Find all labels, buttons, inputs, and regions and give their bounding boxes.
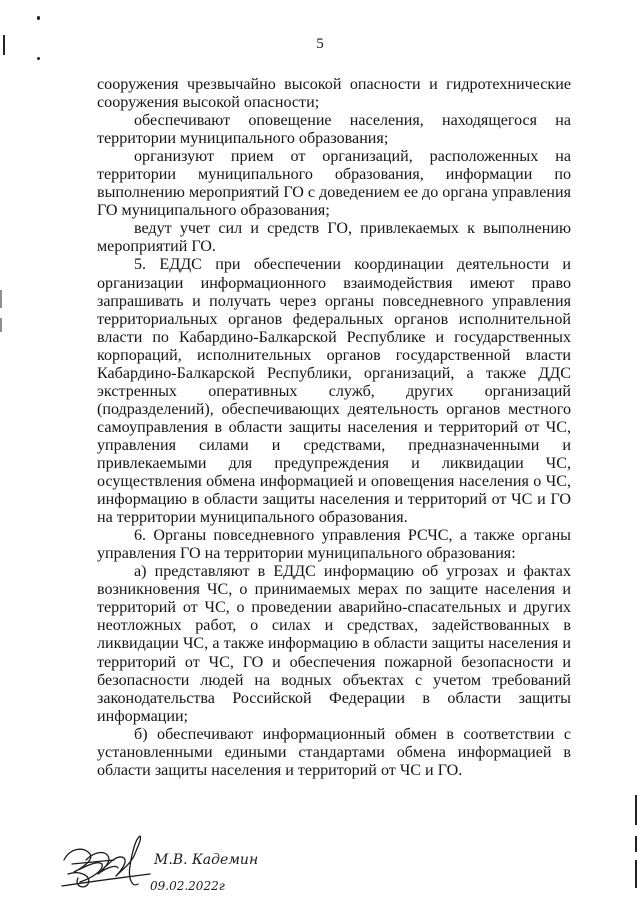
scan-artifact [37,16,40,20]
scan-artifact [0,290,2,308]
scan-artifact [3,35,5,55]
signature-date: 09.02.2022г [150,879,225,893]
paragraph: 6. Органы повседневного управления РСЧС, а также органы управления ГО на территории муниципального образования: [97,527,571,563]
scan-artifact [0,318,2,332]
scan-artifact [635,860,637,888]
scan-artifact [635,795,637,825]
handwritten-signature [58,830,258,898]
page-number: 5 [316,36,324,52]
scan-artifact [37,57,40,60]
paragraph: б) обеспечивают информационный обмен в соответствии с установленными едиными стандартами обмена информацией в области защиты населения и территорий от ЧС и ГО. [97,725,571,779]
document-body [97,76,571,780]
scan-artifact [635,836,637,852]
paragraph: ведут учет сил и средств ГО, привлекаемых к выполнению мероприятий ГО. [97,220,571,256]
paragraph: обеспечивают оповещение населения, находящегося на территории муниципального образования; [97,112,571,148]
signature-name: М.В. Кадемин [154,852,258,868]
paragraph: а) представляют в ЕДДС информацию об угрозах и фактах возникновения ЧС, о принимаемых мерах по защите населения и территорий от ЧС, о проведении аварийно-спасательных и других неотложных работ, о силах и средствах, задействованных в ликвидации ЧС, а также информацию в области защиты населения и территорий от ЧС, ГО и обеспечения пожарной безопасности и безопасности людей на водных объектах с учетом требований законодательства Российской Федерации в области защиты информации; [97,563,571,725]
signature-drawing [58,830,258,898]
paragraph: 5. ЕДДС при обеспечении координации деятельности и организации информационного взаимодействия имеют право запрашивать и получать через органы повседневного управления территориальных органов федеральных органов исполнительной власти по Кабардино-Балкарской Республике и государственных корпораций, исполнительных органов государственной власти Кабардино-Балкарской Республики, организаций, а также ДДС экстренных оперативных служб, других организаций (подразделений), обеспечивающих деятельность органов местного самоуправления в области защиты населения и территорий от ЧС, управления силами и средствами, предназначенными и привлекаемыми для предупреждения и ликвидации ЧС, осуществления обмена информацией и оповещения населения о ЧС, информацию в области защиты населения и территорий от ЧС и ГО на территории муниципального образования. [97,256,571,527]
paragraph: сооружения чрезвычайно высокой опасности и гидротехнические сооружения высокой опасности; [97,76,571,112]
paragraph: организуют прием от организаций, расположенных на территории муниципального образования, информации по выполнению мероприятий ГО с доведением ее до органа управления ГО муниципального образования; [97,148,571,220]
